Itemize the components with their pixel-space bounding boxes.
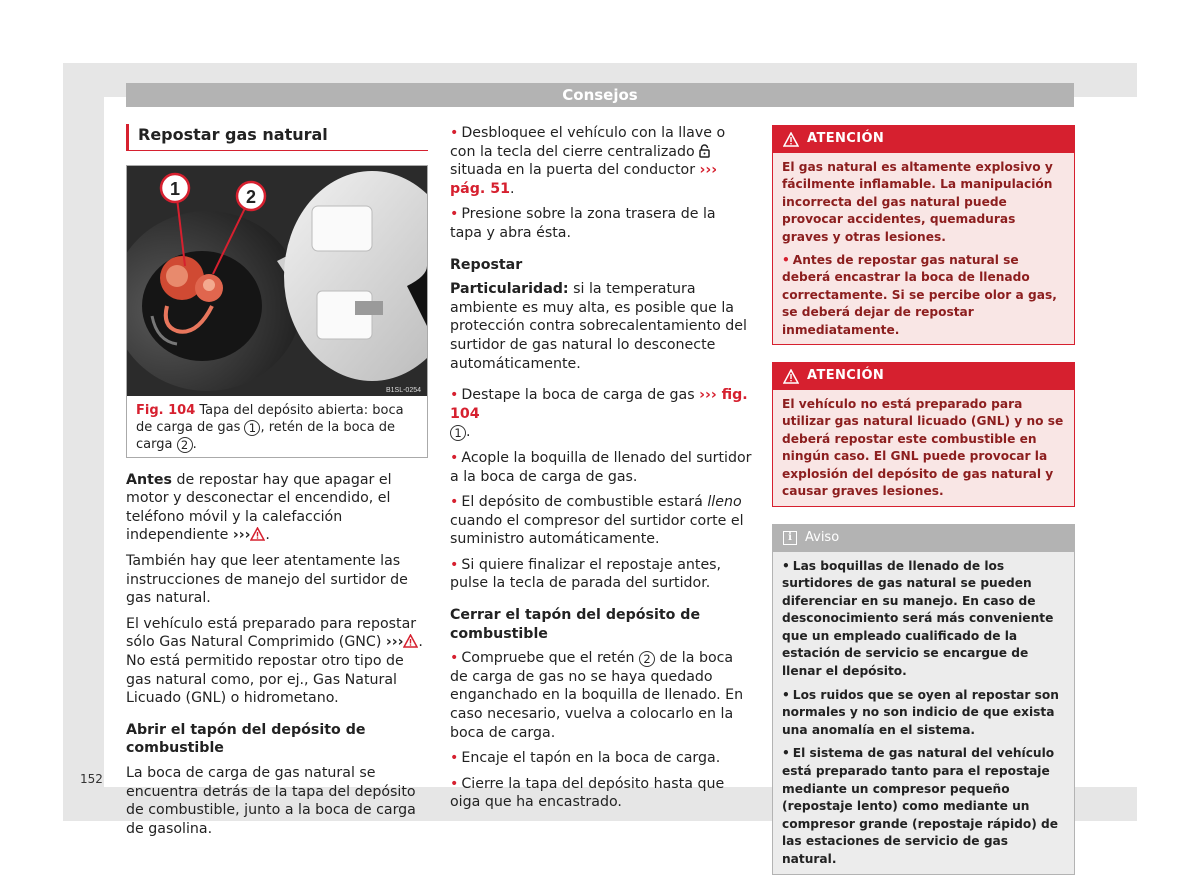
warning-text: El vehículo no está preparado para utilizar gas natural licuado (GNL) y no se deberá repostar este combustible en ningún caso. El GNL puede provocar la explosión del depósito de gas natural y causar graves lesiones. (782, 397, 1064, 499)
paragraph-location: La boca de carga de gas natural se encuentra detrás de la tapa del depósito de combustible, junto a la boca de carga de gasolina. (126, 764, 416, 837)
warning-title: ATENCIÓN (807, 368, 885, 384)
unlock-icon (699, 144, 710, 158)
image-code: B1SL-0254 (385, 386, 421, 394)
list-item: • Compruebe que el retén 2 de la boca de carga de gas no se haya quedado enganchado en la boquilla de llenado. En caso necesario, vuelva a colocarlo en la boca de carga. (450, 649, 752, 742)
warning-triangle-icon (783, 132, 799, 147)
column-left (126, 124, 428, 845)
note-item: • El sistema de gas natural del vehículo está preparado tanto para el repostaje mediante un compresor pequeño (repostaje lento) como mediante un compresor grande (repostaje rápido) de las estaciones de servicio de gas natural. (782, 745, 1065, 868)
ref-number-2: 2 (177, 437, 193, 453)
paragraph-antes: Antes de repostar hay que apagar el motor y desconectar el encendido, el teléfono móvil y la calefacción independiente ››› . (126, 471, 392, 544)
warning-header (773, 363, 1074, 390)
fuel-filler-photo (127, 166, 427, 396)
heading-repostar: Repostar (450, 256, 523, 273)
ref-arrows[interactable]: ››› (232, 527, 251, 544)
warning-body (773, 390, 1074, 505)
heading-open-cap: Abrir el tapón del depósito de combustible (126, 721, 366, 757)
paragraph-particularidad: Particularidad: si la temperatura ambiente es muy alta, es posible que la protección contra sobrecalentamiento del surtidor de gas natural lo desconecte automáticamente. (450, 281, 747, 372)
page-header: Consejos (126, 83, 1074, 107)
ref-number-2: 2 (639, 651, 655, 667)
info-icon: i (783, 531, 797, 545)
column-middle (450, 124, 752, 819)
page-ref-link[interactable]: ››› pág. 51 (450, 162, 718, 197)
caption-text-b: , retén de la boca de carga (136, 419, 396, 452)
figure-ref-link[interactable]: ››› fig. 104 (450, 387, 748, 422)
warning-triangle-icon (783, 369, 799, 384)
note-header (773, 525, 1074, 552)
page-number: 152 (80, 772, 103, 786)
warning-header (773, 126, 1074, 153)
paragraph-gnc: El vehículo está preparado para repostar sólo Gas Natural Comprimido (GNC) ››› . No está permitido repostar otro tipo de gas natural como, por ej., Gas Natural Licuado (GNL) o hidrometano. (126, 615, 423, 707)
figure-104 (126, 165, 428, 458)
figure-label: Fig. 104 (136, 402, 196, 418)
figure-caption (127, 396, 427, 457)
warning-box (772, 362, 1075, 506)
list-item: • Acople la boquilla de llenado del surtidor a la boca de carga de gas. (450, 449, 752, 486)
warning-title: ATENCIÓN (807, 131, 885, 147)
callout-2: 2 (245, 186, 257, 207)
note-item: • Los ruidos que se oyen al repostar son normales y no son indicio de que exista una anomalía en el sistema. (782, 687, 1065, 740)
list-item: • Destape la boca de carga de gas ››› fig. 104 1 . (450, 386, 752, 442)
list-item: • El depósito de combustible estará lleno cuando el compresor del surtidor corte el suministro automáticamente. (450, 493, 752, 549)
warning-triangle-icon (403, 634, 418, 648)
note-box (772, 524, 1075, 875)
list-item: • Presione sobre la zona trasera de la tapa y abra ésta. (450, 205, 752, 242)
ref-number-1: 1 (450, 425, 466, 441)
warning-text: El gas natural es altamente explosivo y fácilmente inflamable. La manipulación incorrecta del gas natural puede provocar accidentes, quemaduras graves y otras lesiones. (782, 160, 1053, 244)
note-item: • Las boquillas de llenado de los surtidores de gas natural se pueden diferenciar en su manejo. En caso de desconocimiento será más conveniente que un empleado cualificado de la estación de servicio se encargue de llenar el depósito. (782, 558, 1065, 681)
warning-triangle-icon (250, 527, 265, 541)
callout-1: 1 (169, 178, 181, 199)
paragraph-instructions: También hay que leer atentamente las instrucciones de manejo del surtidor de gas natural. (126, 552, 408, 607)
warning-box (772, 125, 1075, 345)
caption-text-c: . (192, 436, 197, 452)
heading-close-cap: Cerrar el tapón del depósito de combustible (450, 607, 701, 642)
list-item: • Cierre la tapa del depósito hasta que oiga que ha encastrado. (450, 775, 752, 812)
ref-number-1: 1 (244, 420, 260, 436)
ref-arrows[interactable]: ››› (385, 634, 404, 651)
list-item: • Si quiere finalizar el repostaje antes, pulse la tecla de parada del surtidor. (450, 556, 752, 593)
note-title: Aviso (805, 529, 840, 545)
caption-text-a: Tapa del depósito abierta: boca de carga de gas (136, 402, 404, 435)
warning-item: • Antes de repostar gas natural se deberá encastrar la boca de llenado correctamente. Si se percibe olor a gas, se deberá dejar de repostar inmediatamente. (782, 252, 1065, 339)
list-item: • Encaje el tapón en la boca de carga. (450, 749, 752, 768)
section-title: Repostar gas natural (126, 124, 428, 151)
note-body (773, 552, 1074, 874)
list-item: • Desbloquee el vehículo con la llave o con la tecla del cierre centralizado situada en la puerta del conductor ››› pág. 51. (450, 124, 752, 198)
warning-body (773, 153, 1074, 344)
column-right (772, 125, 1075, 875)
